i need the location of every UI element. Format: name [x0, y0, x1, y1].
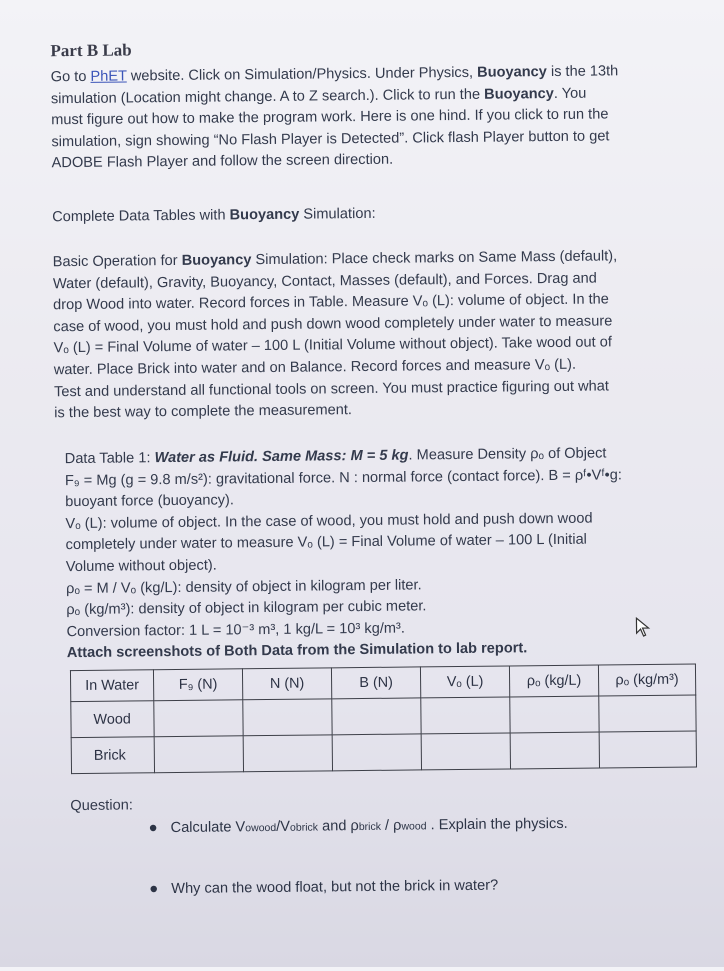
empty-cell[interactable] [599, 731, 696, 768]
complete-text: Simulation: [299, 205, 376, 223]
empty-cell[interactable] [332, 698, 421, 735]
table1-line: ρₒ = M / Vₒ (kg/L): density of object in kilogram per liter. [66, 576, 422, 597]
question-label: Question: [70, 797, 133, 815]
header-cell: N (N) [242, 668, 331, 700]
data-table-description [65, 442, 707, 665]
basic-line: Water (default), Gravity, Buoyancy, Contact, Masses (default), and Forces. Drag and [52, 270, 597, 292]
empty-cell[interactable] [243, 699, 332, 736]
basic-text: Basic Operation for [52, 252, 182, 271]
intro-text: website. Click on Simulation/Physics. Under Physics, [126, 64, 478, 85]
basic-bold: Buoyancy [181, 252, 252, 269]
intro-bold: Buoyancy [477, 64, 547, 81]
attach-screenshots-note: Attach screenshots of Both Data from the Simulation to lab report. [66, 640, 528, 662]
q1-text: Calculate V [170, 819, 246, 837]
complete-heading [52, 200, 707, 228]
empty-cell[interactable] [421, 697, 510, 734]
q2-text: Why can the wood float, but not the brick in water? [171, 877, 499, 898]
data-table [70, 664, 697, 775]
header-cell: Vₒ (L) [420, 666, 509, 698]
header-cell: In Water [70, 670, 153, 702]
table1-line: Volume without object). [65, 557, 217, 576]
table1-line: completely under water to measure Vₒ (L) = Final Volume of water – 100 L (Initial [65, 532, 587, 554]
table1-line: ρₒ (kg/m³): density of object in kilogram per cubic meter. [66, 598, 427, 619]
bullet-dot-icon: ● [149, 880, 159, 898]
mouse-cursor-icon [635, 617, 651, 639]
q1-text: . Explain the physics. [426, 815, 568, 834]
q1-sub: wood [401, 820, 427, 833]
empty-cell[interactable] [599, 695, 696, 732]
intro-bold: Buoyancy [484, 85, 554, 103]
empty-cell[interactable] [154, 736, 243, 773]
table1-line: Conversion factor: 1 L = 10⁻³ m³, 1 kg/L = 10³ kg/m³. [66, 620, 405, 640]
q1-text: and ρ [317, 818, 359, 835]
empty-cell[interactable] [510, 732, 599, 769]
intro-text: Go to [50, 68, 91, 86]
table1-text: . Measure Density ρₒ of Object [408, 445, 607, 464]
basic-line: Test and understand all functional tools on screen. You must practice figuring out what [53, 377, 609, 400]
intro-line: must figure out how to make the program work. Here is one hind. If you click to run the [51, 106, 609, 129]
header-cell: ρₒ (kg/m³) [598, 664, 695, 696]
header-cell: ρₒ (kg/L) [509, 665, 598, 697]
q1-text: / ρ [380, 817, 402, 834]
intro-text: simulation (Location might change. A to Z search.). Click to run the [50, 86, 485, 107]
complete-bold: Buoyancy [229, 206, 300, 224]
intro-line: ADOBE Flash Player and follow the screen direction. [51, 152, 394, 172]
bullet-dot-icon: ● [148, 819, 158, 837]
empty-cell[interactable] [332, 734, 421, 771]
row-label-brick: Brick [71, 737, 154, 774]
basic-operation-paragraph [53, 245, 710, 425]
page-title: Part B Lab [50, 40, 132, 61]
empty-cell[interactable] [510, 696, 599, 733]
intro-line: simulation, sign showing “No Flash Player is Detected”. Click flash Player button to get [51, 128, 610, 151]
empty-cell[interactable] [243, 735, 332, 772]
table-row [71, 731, 696, 774]
empty-cell[interactable] [154, 700, 243, 737]
basic-line: case of wood, you must hold and push down wood completely under water to measure [53, 313, 613, 336]
q1-text: /V [276, 818, 291, 835]
header-cell: F₉ (N) [153, 669, 242, 701]
header-cell: B (N) [331, 667, 420, 699]
intro-paragraph [51, 60, 707, 175]
empty-cell[interactable] [421, 733, 510, 770]
basic-text: Simulation: Place check marks on Same Mass (default), [251, 248, 618, 269]
table1-text: Data Table 1: [64, 450, 155, 468]
q1-sub: obrick [289, 821, 319, 834]
q1-sub: brick [358, 820, 382, 834]
basic-line: water. Place Brick into water and on Balance. Record forces and measure Vₒ (L). [53, 356, 577, 379]
q1-sub: owood [245, 821, 277, 835]
table1-line: F₉ = Mg (g = 9.8 m/s²): gravitational force. N : normal force (contact force). B = ρᶠ•Vᶠ•g: [64, 466, 622, 489]
phet-link[interactable]: PhET [90, 68, 127, 85]
basic-line: Vₒ (L) = Final Volume of water – 100 L (Initial Volume without object). Take wood out of [53, 334, 612, 357]
table1-line: Vₒ (L): volume of object. In the case of wood, you must hold and push down wood [65, 510, 593, 532]
row-label-wood: Wood [71, 701, 154, 738]
intro-text: is the 13th [546, 63, 619, 81]
intro-text: . You [553, 85, 587, 102]
complete-text: Complete Data Tables with [52, 207, 230, 226]
table1-bold-italic: Water as Fluid. Same Mass: M = 5 kg [154, 447, 409, 467]
table1-line: buoyant force (buoyancy). [65, 492, 235, 511]
basic-line: is the best way to complete the measurement. [54, 402, 353, 422]
basic-line: drop Wood into water. Record forces in Table. Measure Vₒ (L): volume of object. In the [53, 291, 609, 314]
